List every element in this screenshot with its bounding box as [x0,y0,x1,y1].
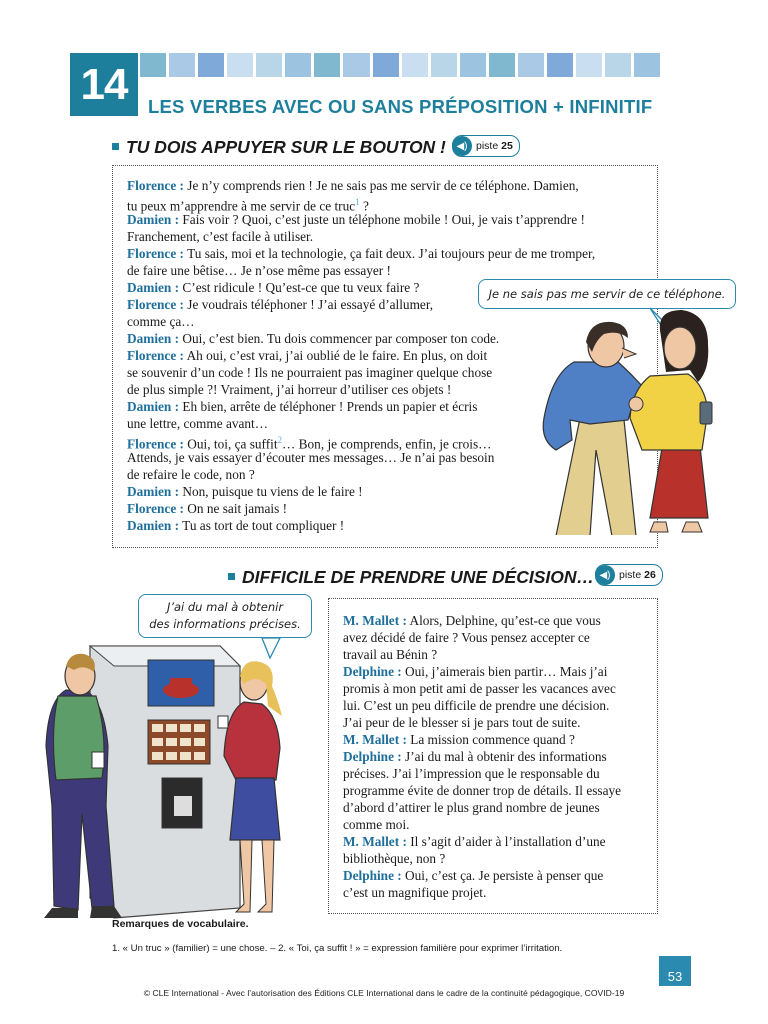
dialogue-text: J’ai peur de le blesser si je pars tout de suite. [343,715,581,730]
speaker-name: M. Mallet : [343,732,407,747]
dialogue-text: comme moi. [343,817,410,832]
dialogue-text: lui. C’est un peu difficile de prendre une décision. [343,698,610,713]
bullet-square-icon [112,143,119,150]
dialogue-line [127,500,287,517]
header-color-square [431,53,457,77]
vocabulary-title: Remarques de vocabulaire. [112,918,249,930]
dialogue-text: Oui, j’aimerais bien partir… Mais j’ai [401,664,608,679]
speaker-name: Damien : [127,280,180,295]
audio-label: piste [619,569,642,581]
audio-track-number: 26 [644,569,656,581]
footnote-marker: 2 [277,435,283,445]
dialogue-line [127,398,477,415]
dialogue-line [127,347,487,364]
dialogue-text: bibliothèque, non ? [343,851,446,866]
dialogue-text: c’est un magnifique projet. [343,885,487,900]
speaker-name: Delphine : [343,749,402,764]
speech-bubble-1-text: Je ne sais pas me servir de ce téléphone. [488,287,726,301]
chapter-title: LES VERBES AVEC OU SANS PRÉPOSITION + INFINITIF [148,96,653,117]
header-decoration [140,53,660,77]
header-color-square [198,53,224,77]
header-color-square [373,53,399,77]
dialogue-line [343,748,607,765]
dialogue-text: La mission commence quand ? [406,732,575,747]
speaker-name: Florence : [127,178,184,193]
header-color-square [402,53,428,77]
speaker-name: Damien : [127,399,180,414]
header-color-square [634,53,660,77]
dialogue-line [127,364,492,381]
vocabulary-notes: 1. « Un truc » (familier) = une chose. – 2. « Toi, ça suffit ! » = expression familière pour exprimer l’irritation. [112,943,563,954]
dialogue-line [127,211,585,228]
bullet-square-icon [228,573,235,580]
header-color-square [343,53,369,77]
header-color-square [285,53,311,77]
dialogue-text: une lettre, comme avant… [127,416,269,431]
dialogue-line [127,262,391,279]
speaker-name: Damien : [127,518,180,533]
dialogue-text: Il s’agit d’aider à l’installation d’une [406,834,606,849]
dialogue-line [127,177,579,194]
footnote-marker: 1 [355,197,360,207]
header-color-square [227,53,253,77]
dialogue-text: Ah oui, c’est vrai, j’ai oublié de le faire. En plus, on doit [183,348,488,363]
dialogue-line [343,867,603,884]
dialogue-line [127,381,451,398]
speech-bubble-2-line2: des informations précises. [149,617,301,631]
dialogue-text: Oui, c’est ça. Je persiste à penser que [401,868,604,883]
dialogue-line [343,680,616,697]
chapter-number: 14 [70,53,138,116]
speaker-name: Damien : [127,212,180,227]
dialogue-text: promis à mon petit ami de passer les vacances avec [343,681,616,696]
dialogue-text: J’ai du mal à obtenir des informations [401,749,607,764]
speaker-name: Delphine : [343,664,402,679]
dialogue-text: Tu sais, moi et la technologie, ça fait deux. J’ai toujours peur de me tromper, [183,246,596,261]
dialogue-line [343,731,575,748]
dialogue-text: Alors, Delphine, qu’est-ce que vous [406,613,601,628]
speaker-name: M. Mallet : [343,834,407,849]
dialogue-line [343,850,445,867]
couple-phone-illustration [532,300,732,535]
header-color-square [140,53,166,77]
dialogue-line [127,517,344,534]
dialogue-line [343,765,600,782]
dialogue-line [127,245,595,262]
speaker-name: Florence : [127,246,184,261]
dialogue-line [343,714,580,731]
dialogue-text: Fais voir ? Quoi, c’est juste un téléphone mobile ! Oui, je vais t’apprendre ! [179,212,585,227]
dialogue-line [127,330,499,347]
section1-heading [112,137,446,158]
speech-bubble-2-line1: J’ai du mal à obtenir [166,600,284,614]
dialogue-line [127,279,419,296]
section1-title: TU DOIS APPUYER SUR LE BOUTON ! [126,137,446,157]
dialogue-line [343,629,590,646]
audio-track-number: 25 [501,140,513,152]
section2-heading [228,567,594,588]
audio-label: piste [476,140,499,152]
dialogue-text: programme évite de donner trop de détails. Il essaye [343,783,622,798]
dialogue-text: Je n’y comprends rien ! Je ne sais pas me servir de ce téléphone. Damien, [183,178,579,193]
dialogue-text: se souvenir d’un code ! Ils ne pourraient pas imaginer quelque chose [127,365,493,380]
dialogue-text-tail: ? [359,198,369,214]
speaker-audio-icon: ◀) [595,565,615,585]
dialogue-line [343,663,607,680]
header-color-square [169,53,195,77]
dialogue-line [127,449,494,466]
dialogue-line [343,612,601,629]
speaker-audio-icon: ◀) [452,136,472,156]
dialogue-line [127,483,363,500]
speaker-name: Florence : [127,297,184,312]
dialogue-text: Je voudrais téléphoner ! J’ai essayé d’allumer, [183,297,434,312]
speaker-name: Florence : [127,348,184,363]
speech-bubble-2 [138,594,312,638]
dialogue-line [343,799,600,816]
dialogue-text: Non, puisque tu viens de le faire ! [179,484,363,499]
dialogue-text: comme ça… [127,314,195,329]
dialogue-text: Eh bien, arrête de téléphoner ! Prends un papier et écris [179,399,478,414]
dialogue-text: Oui, c’est bien. Tu dois commencer par composer ton code. [179,331,500,346]
dialogue-line [343,816,409,833]
dialogue-line [343,697,609,714]
speaker-name: Damien : [127,331,180,346]
dialogue-line [343,646,437,663]
dialogue-line [343,833,606,850]
dialogue-line [127,313,195,330]
speaker-name: Florence : [127,436,184,452]
dialogue-text: tu peux m’apprendre à me servir de ce truc [127,198,356,214]
dialogue-line [343,782,621,799]
speaker-name: Florence : [127,501,184,516]
vending-machine-illustration [44,636,326,922]
dialogue-text: d’abord d’attirer le plus grand nombre de jeunes [343,800,600,815]
dialogue-text: avez décidé de faire ? Vous pensez accepter ce [343,630,590,645]
header-color-square [518,53,544,77]
dialogue-text: précises. J’ai l’impression que le responsable du [343,766,600,781]
dialogue-text: C’est ridicule ! Qu’est-ce que tu veux faire ? [179,280,420,295]
dialogue-line [127,466,255,483]
page-number: 53 [659,956,691,986]
copyright-notice: © CLE International - Avec l’autorisation des Éditions CLE International dans le cadre de la continuité pédagogique, COVID-19 [143,988,625,998]
dialogue-text: de faire une bêtise… Je n’ose même pas essayer ! [127,263,391,278]
audio-track-26-button[interactable] [595,564,663,586]
dialogue-line [127,296,433,313]
dialogue-line [343,884,486,901]
dialogue-line [127,228,313,245]
dialogue-line [127,415,268,432]
audio-track-25-button[interactable] [452,135,520,157]
dialogue-text: de plus simple ?! Vraiment, j’ai horreur d’utiliser ces objets ! [127,382,452,397]
dialogue-text: Franchement, c’est facile à utiliser. [127,229,314,244]
dialogue-text: On ne sait jamais ! [183,501,288,516]
speaker-name: Delphine : [343,868,402,883]
header-color-square [605,53,631,77]
dialogue-text: de refaire le code, non ? [127,467,255,482]
dialogue-text: travail au Bénin ? [343,647,438,662]
dialogue-text: Oui, toi, ça suffit [183,436,278,452]
header-color-square [489,53,515,77]
dialogue-text: Tu as tort de tout compliquer ! [179,518,345,533]
speaker-name: M. Mallet : [343,613,407,628]
dialogue-text-tail: … Bon, je comprends, enfin, je crois… [282,436,492,452]
header-color-square [576,53,602,77]
dialogue-text: Attends, je vais essayer d’écouter mes messages… Je n’ai pas besoin [127,450,495,465]
speaker-name: Damien : [127,484,180,499]
header-color-square [256,53,282,77]
section2-title: DIFFICILE DE PRENDRE UNE DÉCISION… [242,567,594,587]
header-color-square [460,53,486,77]
header-color-square [547,53,573,77]
header-color-square [314,53,340,77]
